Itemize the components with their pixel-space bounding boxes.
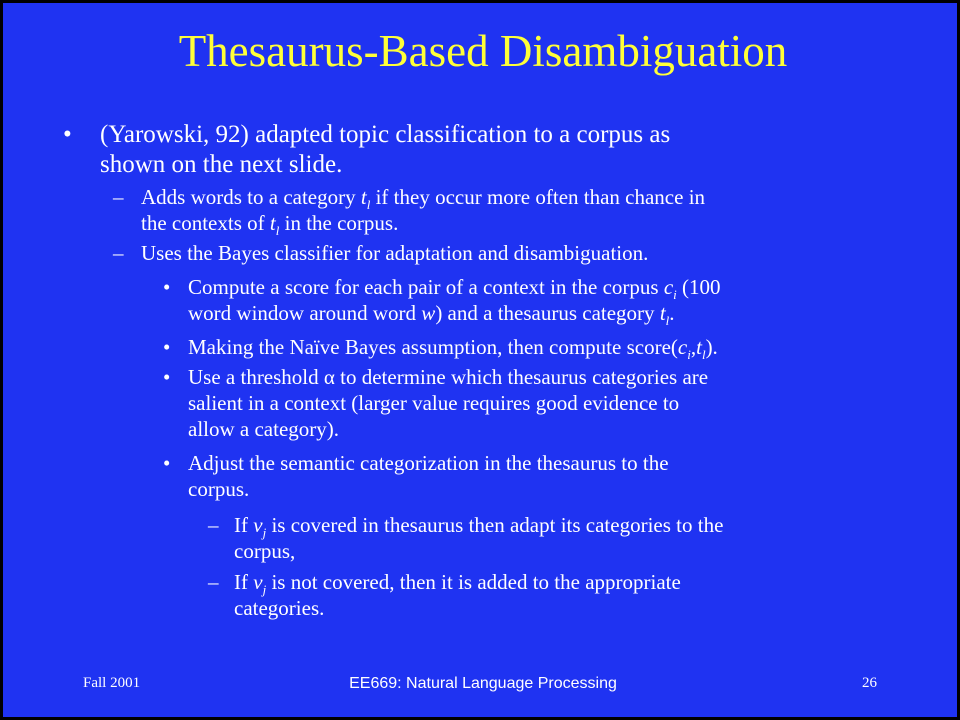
sub-bullet-text: the contexts of $t_l$ in the corpus. (141, 211, 399, 238)
sub-bullet-marker: • (163, 275, 171, 299)
sub-bullet-marker: • (163, 451, 171, 475)
sub-bullet-text: Adds words to a category $t_l$ if they occur more often than chance in (141, 185, 706, 212)
level4-text: If $v_j$ is covered in thesaurus then adapt its categories to the (234, 513, 724, 540)
sub-sub-bullet-text: corpus. (188, 477, 250, 501)
dash-marker: – (208, 513, 219, 537)
sub-bullet-text: Uses the Bayes classifier for adaptation and disambiguation. (141, 241, 649, 265)
footer-course: EE669: Natural Language Processing (349, 675, 617, 692)
sub-sub-bullet-text: Use a threshold α to determine which thesaurus categories are (188, 365, 709, 389)
dash-marker: – (113, 241, 124, 265)
sub-bullet-marker: • (163, 365, 171, 389)
bullet-text: shown on the next slide. (100, 151, 343, 178)
slide-title: Thesaurus-Based Disambiguation (178, 26, 788, 76)
sub-sub-bullet-text: Compute a score for each pair of a context in the corpus $c_i$ (100 (188, 275, 721, 302)
bullet-marker: • (63, 121, 72, 148)
bullet-text: (Yarowski, 92) adapted topic classification to a corpus as (100, 121, 671, 148)
level4-text: corpus, (234, 539, 296, 563)
sub-sub-bullet-text: Making the Naïve Bayes assumption, then compute $score(c_i,t_l)$. (188, 335, 718, 362)
sub-sub-bullet-text: word window around word w) and a thesaurus category $t_l$. (188, 301, 675, 328)
dash-marker: – (208, 570, 219, 594)
footer-date: Fall 2001 (83, 675, 141, 691)
sub-sub-bullet-text: allow a category). (188, 417, 340, 441)
alpha-symbol: α (323, 365, 335, 389)
sub-bullet-marker: • (163, 335, 171, 359)
page-number: 26 (862, 675, 877, 691)
sub-sub-bullet-text: salient in a context (larger value requires good evidence to (188, 391, 680, 415)
sub-sub-bullet-text: Adjust the semantic categorization in the thesaurus to the (188, 451, 669, 475)
level4-text: If $v_j$ is not covered, then it is added to the appropriate (234, 570, 681, 597)
level4-text: categories. (234, 596, 325, 620)
dash-marker: – (113, 185, 124, 209)
